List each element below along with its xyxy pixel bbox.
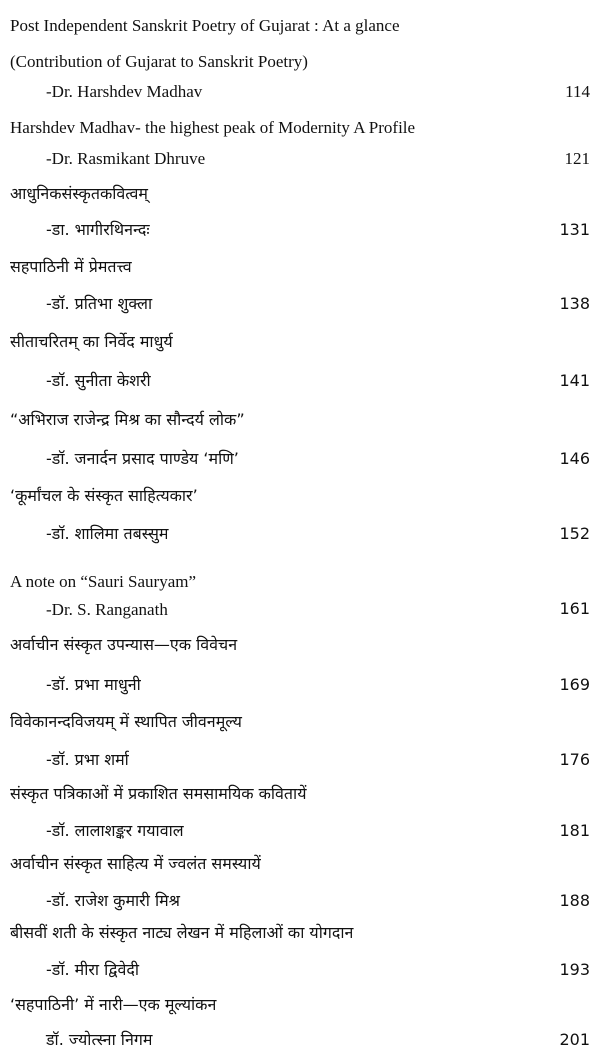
entry-author: डॉ. ज्योत्स्ना निगम <box>46 1030 153 1049</box>
entry-title: आधुनिकसंस्कृतकवित्वम् <box>10 184 148 203</box>
entry-author: -Dr. Rasmikant Dhruve <box>46 149 206 168</box>
entry-page-number: 121 <box>564 149 590 168</box>
entry-page-number: 176 <box>559 750 590 769</box>
entry-page-number: 181 <box>559 821 590 840</box>
entry-author: -डॉ. प्रतिभा शुक्ला <box>46 294 153 313</box>
entry-title: सहपाठिनी में प्रेमतत्त्व <box>10 257 132 276</box>
entry-author: -डॉ. लालाशङ्कर गयावाल <box>46 821 184 840</box>
entry-title: संस्कृत पत्रिकाओं में प्रकाशित समसामयिक कवितायें <box>10 784 307 803</box>
entry-title: अर्वाचीन संस्कृत साहित्य में ज्वलंत समस्यायें <box>10 854 261 873</box>
entry-author: -Dr. Harshdev Madhav <box>46 82 203 101</box>
entry-page-number: 114 <box>565 82 590 101</box>
entry-page-number: 169 <box>559 675 590 694</box>
entry-title: Harshdev Madhav- the highest peak of Modernity A Profile <box>10 118 416 137</box>
entry-page-number: 146 <box>559 449 590 468</box>
entry-title: A note on “Sauri Sauryam” <box>10 572 197 591</box>
entry-page-number: 141 <box>559 371 590 390</box>
entry-title: अर्वाचीन संस्कृत उपन्यास—एक विवेचन <box>10 635 238 654</box>
entry-title: ‘सहपाठिनी’ में नारी—एक मूल्यांकन <box>10 995 217 1014</box>
entry-author: -डॉ. राजेश कुमारी मिश्र <box>46 891 180 910</box>
entry-author: -Dr. S. Ranganath <box>46 600 168 619</box>
entry-title: “अभिराज राजेन्द्र मिश्र का सौन्दर्य लोक” <box>10 410 245 429</box>
entry-title: ‘कूर्मांचल के संस्कृत साहित्यकार’ <box>10 486 198 505</box>
entry-author: -डॉ. शालिमा तबस्सुम <box>46 524 169 543</box>
entry-page-number: 131 <box>559 220 590 239</box>
entry-title: सीताचरितम् का निर्वेद माधुर्य <box>10 332 173 351</box>
entry-page-number: 188 <box>559 891 590 910</box>
entry-author: -डा. भागीरथिनन्दः <box>46 220 150 239</box>
entry-page-number: 193 <box>559 960 590 979</box>
entry-title: विवेकानन्दविजयम् में स्थापित जीवनमूल्य <box>10 712 242 731</box>
entry-title: (Contribution of Gujarat to Sanskrit Poetry) <box>10 52 308 71</box>
entry-page-number: 152 <box>559 524 590 543</box>
entry-author: -डॉ. जनार्दन प्रसाद पाण्डेय ‘मणि’ <box>46 449 239 468</box>
entry-author: -डॉ. मीरा द्विवेदी <box>46 960 140 979</box>
entry-title: बीसवीं शती के संस्कृत नाट्य लेखन में महिलाओं का योगदान <box>10 923 354 942</box>
entry-page-number: 161 <box>559 599 590 618</box>
entry-author: -डॉ. प्रभा शर्मा <box>46 750 129 769</box>
entry-page-number: 138 <box>559 294 590 313</box>
entry-page-number: 201 <box>559 1030 590 1049</box>
entry-title: Post Independent Sanskrit Poetry of Gujarat : At a glance <box>10 16 400 35</box>
entry-author: -डॉ. सुनीता केशरी <box>46 371 151 390</box>
entry-author: -डॉ. प्रभा माधुनी <box>46 675 141 694</box>
